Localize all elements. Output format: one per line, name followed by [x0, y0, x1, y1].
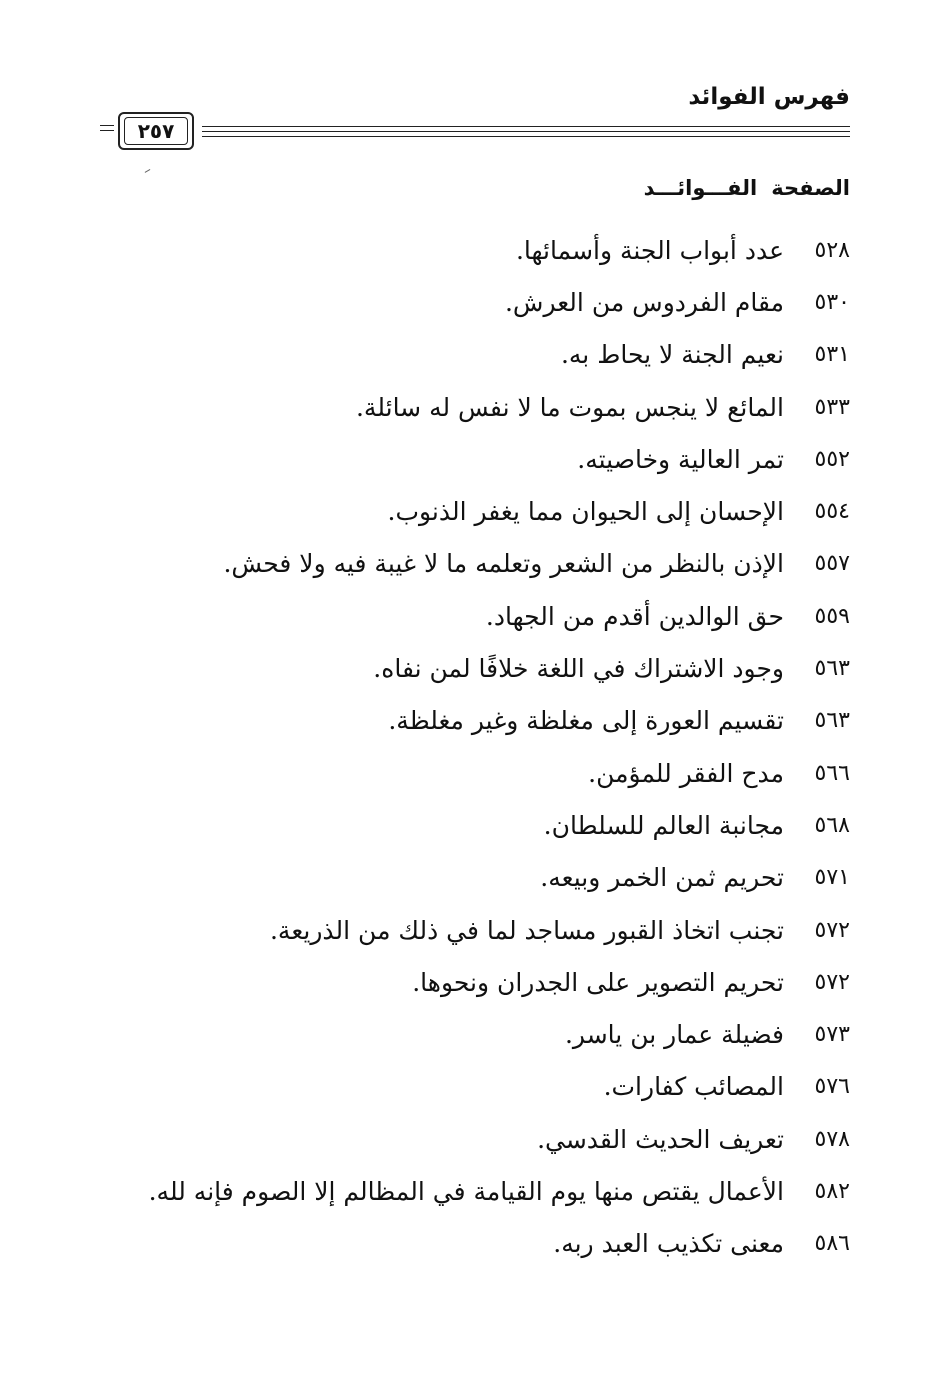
entry-title: مقام الفردوس من العرش.	[504, 287, 784, 317]
entry-title: المصائب كفارات.	[603, 1072, 784, 1102]
entry-title: عدد أبواب الجنة وأسمائها.	[515, 235, 784, 265]
entry-title: تمر العالية وخاصيته.	[577, 444, 784, 474]
entry-title: تقسيم العورة إلى مغلظة وغير مغلظة.	[388, 706, 784, 736]
entry-page: ٥٥٢	[814, 446, 850, 472]
index-entry	[90, 695, 850, 747]
entry-page: ٥٣٠	[814, 289, 850, 315]
index-entry	[90, 1008, 850, 1060]
index-entry	[90, 276, 850, 328]
entry-page: ٥٨٦	[814, 1231, 850, 1257]
entry-page: ٥٣١	[814, 342, 850, 368]
entry-page: ٥٥٤	[814, 499, 850, 525]
entry-title: المائع لا ينجس بموت ما لا نفس له سائلة.	[355, 392, 784, 422]
page-number-box	[118, 112, 194, 150]
entry-title: مجانبة العالم للسلطان.	[543, 810, 784, 840]
entry-page: ٥٧٦	[814, 1074, 850, 1100]
entry-page: ٥٦٦	[814, 760, 850, 786]
index-entry	[90, 799, 850, 851]
index-entry	[90, 485, 850, 537]
page-number: ٢٥٧	[124, 117, 188, 145]
entry-title: الإذن بالنظر من الشعر وتعلمه ما لا غيبة فيه ولا فحش.	[223, 549, 784, 579]
entry-page: ٥٦٣	[814, 656, 850, 682]
entry-page: ٥٥٧	[814, 551, 850, 577]
entry-page: ٥٧٨	[814, 1126, 850, 1152]
index-entry	[90, 1113, 850, 1165]
index-entry	[90, 1061, 850, 1113]
benefits-column-heading: الفـــوائـــد	[643, 176, 758, 200]
entry-title: معنى تكذيب العبد ربه.	[553, 1229, 784, 1259]
header-rule	[100, 110, 850, 150]
index-entry	[90, 956, 850, 1008]
index-entry	[90, 642, 850, 694]
entry-page: ٥٧٢	[814, 917, 850, 943]
index-list	[90, 224, 850, 1270]
entry-title: الأعمال يقتص منها يوم القيامة في المظالم إلا الصوم فإنه لله.	[148, 1176, 784, 1206]
header-rule-line	[202, 126, 850, 127]
entry-title: الإحسان إلى الحيوان مما يغفر الذنوب.	[387, 497, 784, 527]
entry-page: ٥٧١	[814, 865, 850, 891]
index-entry	[90, 852, 850, 904]
running-title: فهرس الفوائد	[688, 84, 850, 110]
entry-title: تجنب اتخاذ القبور مساجد لما في ذلك من الذريعة.	[269, 915, 784, 945]
index-entry	[90, 538, 850, 590]
stray-mark	[145, 169, 154, 178]
index-entry	[90, 590, 850, 642]
index-entry	[90, 381, 850, 433]
entry-title: وجود الاشتراك في اللغة خلافًا لمن نفاه.	[373, 654, 784, 684]
entry-page: ٥٦٣	[814, 708, 850, 734]
index-entry	[90, 1165, 850, 1217]
header-rule-line	[202, 131, 850, 132]
header-rule-line	[202, 136, 850, 137]
index-entry	[90, 224, 850, 276]
page-box-mark	[100, 123, 114, 135]
index-entry	[90, 747, 850, 799]
entry-page: ٥٣٣	[814, 394, 850, 420]
entry-title: فضيلة عمار بن ياسر.	[564, 1020, 784, 1050]
index-entry	[90, 329, 850, 381]
index-entry	[90, 1218, 850, 1270]
entry-title: تحريم ثمن الخمر وبيعه.	[540, 863, 784, 893]
index-entry	[90, 904, 850, 956]
entry-page: ٥٥٩	[814, 603, 850, 629]
entry-page: ٥٦٨	[814, 812, 850, 838]
entry-page: ٥٢٨	[814, 237, 850, 263]
entry-page: ٥٧٣	[814, 1022, 850, 1048]
page-column-heading: الصفحة	[771, 176, 850, 200]
entry-title: تعريف الحديث القدسي.	[537, 1124, 784, 1154]
index-entry	[90, 433, 850, 485]
entry-title: نعيم الجنة لا يحاط به.	[560, 340, 784, 370]
entry-title: مدح الفقر للمؤمن.	[588, 758, 784, 788]
entry-title: تحريم التصوير على الجدران ونحوها.	[412, 967, 784, 997]
entry-title: حق الوالدين أقدم من الجهاد.	[485, 601, 784, 631]
entry-page: ٥٨٢	[814, 1178, 850, 1204]
column-headings	[644, 176, 850, 200]
entry-page: ٥٧٢	[814, 969, 850, 995]
